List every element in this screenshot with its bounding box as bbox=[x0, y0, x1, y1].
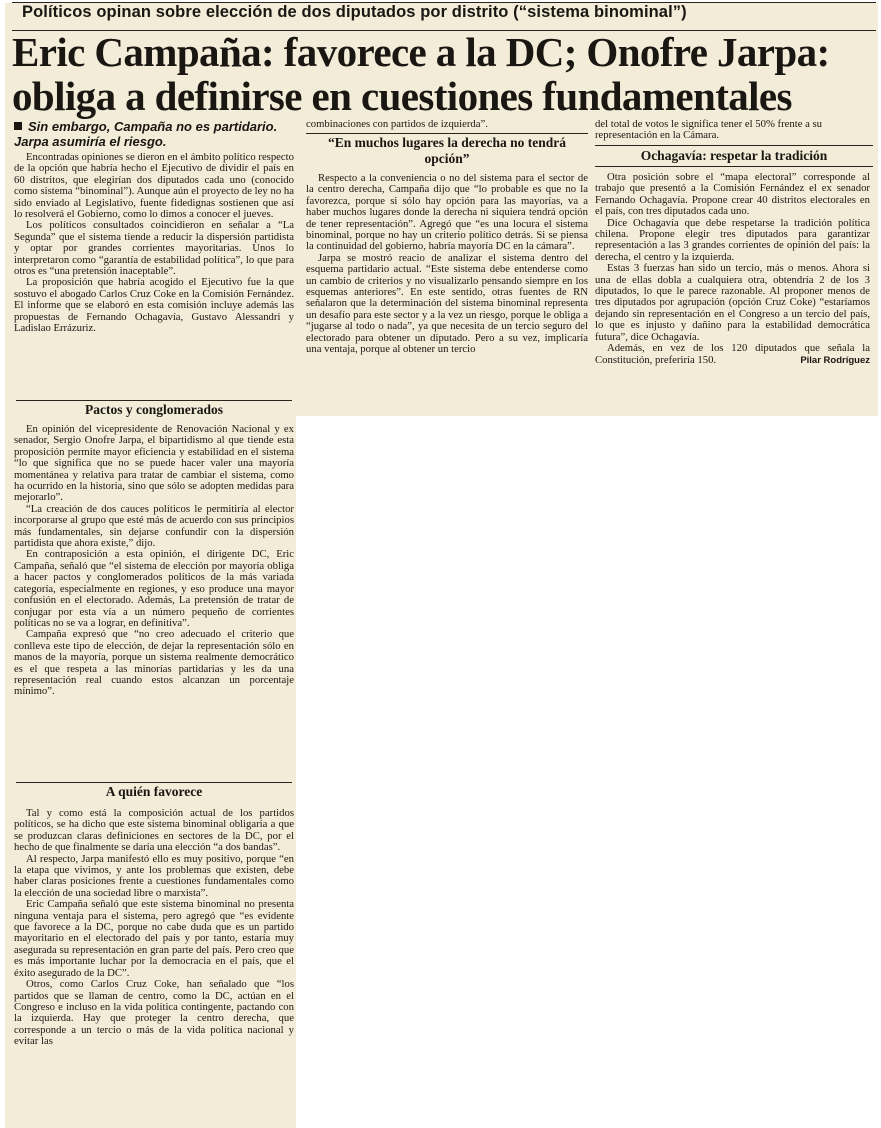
column-2 bbox=[306, 173, 588, 356]
headline-line-2: obliga a definirse en cuestiones fundamentales bbox=[12, 73, 792, 119]
pactos-paragraph-2: “La creación de dos cauces políticos le permitiría al elector incorporarse al grupo que esté más de acuerdo con sus principios más fundamentales, sin dejarse confundir con la dispersión partidista que ahora existe,” dijo. bbox=[14, 502, 294, 550]
column-1-pactos bbox=[14, 424, 294, 698]
rule-pactos bbox=[16, 400, 292, 401]
column-3 bbox=[595, 172, 870, 366]
pactos-paragraph-1: En opinión del vicepresidente de Renovación Nacional y ex senador, Sergio Onofre Jarpa, el bipartidismo al que tiende esta proposición permite mayor eficiencia y estabilidad en el sistema “lo que significa que no se puede hacer valer una mayoría momentánea y relativa para tratar de cambiar el sistema, como ha ocurrido en la historia, sino que sólo se adopten medidas para mejorarlo”. bbox=[14, 423, 294, 504]
subhead-derecha: “En muchos lugares la derecha no tendrá opción” bbox=[327, 135, 567, 166]
column-1-favorece bbox=[14, 808, 294, 1048]
pactos-paragraph-3: En contraposición a esta opinión, el dirigente DC, Eric Campaña, señaló que “el sistema de elección por mayoría obliga a hacer pactos y conglomerados políticos de la más variada categoría, especialmente en regiones, y eso produce una mayor confusión en el electorado. Además, La pretensión de tratar de conjugar por esta vía a un número pequeño de corrientes políticas no se va a lograr, en definitiva”. bbox=[14, 548, 294, 629]
col1-paragraph-1: Encontradas opiniones se dieron en el ámbito político respecto de la opción que habría hecho el Ejecutivo de dividir el país en 60 distritos, que elegirían dos diputados cada uno (conocido como sistema “binominal”). Aunque aún el proyecto de ley no ha sido enviado al Legislativo, fuente fidedignas sostienen que así lo resolverá el Gobierno, como lo dimos a conocer el jueves. bbox=[14, 151, 294, 221]
ochagavia-paragraph-4-text: Además, en vez de los 120 diputados que señala la Constitución, preferiría 150. bbox=[595, 342, 870, 366]
favorece-paragraph-4: Otros, como Carlos Cruz Coke, han señalado que “los partidos que se llaman de centro, como la DC, actúan en el Congreso e incluso en la vida política contingente, pactando con la izquierda. Hay que proteger la centro derecha, que corresponde a un tercio o más de la vida política nacional y evitar las bbox=[14, 978, 294, 1048]
favorece-paragraph-3: Eric Campaña señaló que este sistema binominal no presenta ninguna ventaja para el sistema, pero agregó que “es evidente que favorece a la DC, porque no cabe duda que es un partido mayoritario en el electorado del país y por tanto, estaría muy asegurada su representación en gran parte del país. Pero creo que es más importante luchar por la democracia en el país, que el éxito asegurado de la DC”. bbox=[14, 898, 294, 979]
derecha-paragraph-1: Respecto a la conveniencia o no del sistema para el sector de la centro derecha, Campaña dijo que “lo probable es que no la favorezca, porque si sólo hay opción para las mayorías, va a haber muchos lugares donde la derecha ni siquiera tendrá opción de tener representación”. Agregó que “es una locura el sistema binominal, porque no hay un criterio político detrás. Si se piensa la continuidad del gobierno, habría mayoría DC en la cámara”. bbox=[306, 172, 588, 253]
derecha-paragraph-2: Jarpa se mostró reacio de analizar el sistema dentro del esquema partidario actual. “Este sistema debe entenderse como un cambio de criterios y no visualizarlo pensando siempre en los esquemas anteriores”. En este sentido, otras fuentes de RN señalaron que la determinación del sistema binominal representa un desafío para este sector y a la vez un riesgo, porque le obliga a “jugarse al todo o nada”, ya que necesita de un tercio seguro del electorado para obtener un diputado. Pero a su vez, implicaría una ventaja, porque al obtener un tercio bbox=[306, 251, 588, 356]
rule-ochagavia bbox=[595, 145, 873, 146]
ochagavia-paragraph-4 bbox=[595, 343, 870, 366]
bullet-square-icon bbox=[14, 122, 22, 130]
favorece-paragraph-2: Al respecto, Jarpa manifestó ello es muy positivo, porque “en la etapa que vivimos, y ante los problemas que existen, debe haber claras posiciones frente a cuestiones fundamentales como la elección de una sociedad libre o marxista”. bbox=[14, 852, 294, 899]
deck-text: Sin embargo, Campaña no es partidario. Jarpa asumiría el riesgo. bbox=[14, 119, 278, 149]
byline: Pilar Rodríguez bbox=[800, 354, 870, 366]
col1-paragraph-2: Los políticos consultados coincidieron en señalar a “La Segunda” que el sistema tiende a reducir la dispersión partidista y optar por grandes corrientes mayoritarias. Unos lo interpretaron como “garantía de estabilidad política”, lo que para otros es “una pretensión inaceptable”. bbox=[14, 219, 294, 278]
ochagavia-paragraph-3: Estas 3 fuerzas han sido un tercio, más o menos. Ahora si una de ellas dobla a cualquiera otra, obtendría 2 de los 3 diputados, lo que le parece razonable. Al proponer menos de tres diputados por agrupación (opción Cruz Coke) “estaríamos dejando sin representación en el Congreso a un tercio del país, lo que es injusto y dañino para la estabilidad democrática futura”, dice Ochagavía. bbox=[595, 262, 870, 343]
pactos-paragraph-4: Campaña expresó que “no creo adecuado el criterio que conlleva este tipo de elección, de dejar la representación sólo en manos de la mayoría, porque un sistema realmente democrático es el que respeta a las minorías partidarias y les da una representación real cuando estos alcanzan un porcentaje mínimo”. bbox=[14, 628, 294, 698]
subhead-pactos: Pactos y conglomerados bbox=[85, 402, 223, 417]
kicker: Políticos opinan sobre elección de dos diputados por distrito (“sistema binominal”) bbox=[22, 3, 687, 21]
headline-line-1: Eric Campaña: favorece a la DC; Onofre Jarpa: bbox=[12, 29, 830, 75]
subhead-favorece: A quién favorece bbox=[105, 784, 203, 799]
column-1-intro bbox=[14, 152, 294, 335]
rule-favorece bbox=[16, 782, 292, 783]
rule-ochagavia-bottom bbox=[595, 166, 873, 167]
subhead-ochagavia: Ochagavía: respetar la tradición bbox=[640, 148, 828, 163]
rule-derecha bbox=[306, 133, 588, 134]
ochagavia-paragraph-1: Otra posición sobre el “mapa electoral” corresponde al trabajo que presentó a la Comisión Fernández el ex senador Fernando Ochagavía. Propone crear 40 distritos electorales en el país, con tres diputados cada uno. bbox=[595, 171, 870, 218]
col2-continuation: combinaciones con partidos de izquierda”. bbox=[306, 118, 488, 130]
col1-paragraph-3: La proposición que habría acogido el Ejecutivo fue la que sostuvo el abogado Carlos Cruz Coke en la Comisión Fernández. El informe que se elaboró en esta comisión incluye además las propuestas de Fernando Ochagavía, Gustavo Alessandri y Ladislao Errázuriz. bbox=[14, 276, 294, 335]
deck bbox=[14, 119, 294, 149]
col3-continuation: del total de votos le significa tener el 50% frente a su representación en la Cámara. bbox=[595, 118, 823, 142]
favorece-paragraph-1: Tal y como está la composición actual de los partidos políticos, se ha dicho que este sistema binominal obligaría a que se produzcan claras definiciones en sectores de la DC, por el hecho de que finalmente se daría una elección “a dos bandas”. bbox=[14, 807, 294, 854]
ochagavia-paragraph-2: Dice Ochagavía que debe respetarse la tradición política chilena. Propone elegir tres diputados para garantizar representación a las 3 grandes corrientes de opinión del país: la derecha, el centro y la izquierda. bbox=[595, 216, 870, 263]
